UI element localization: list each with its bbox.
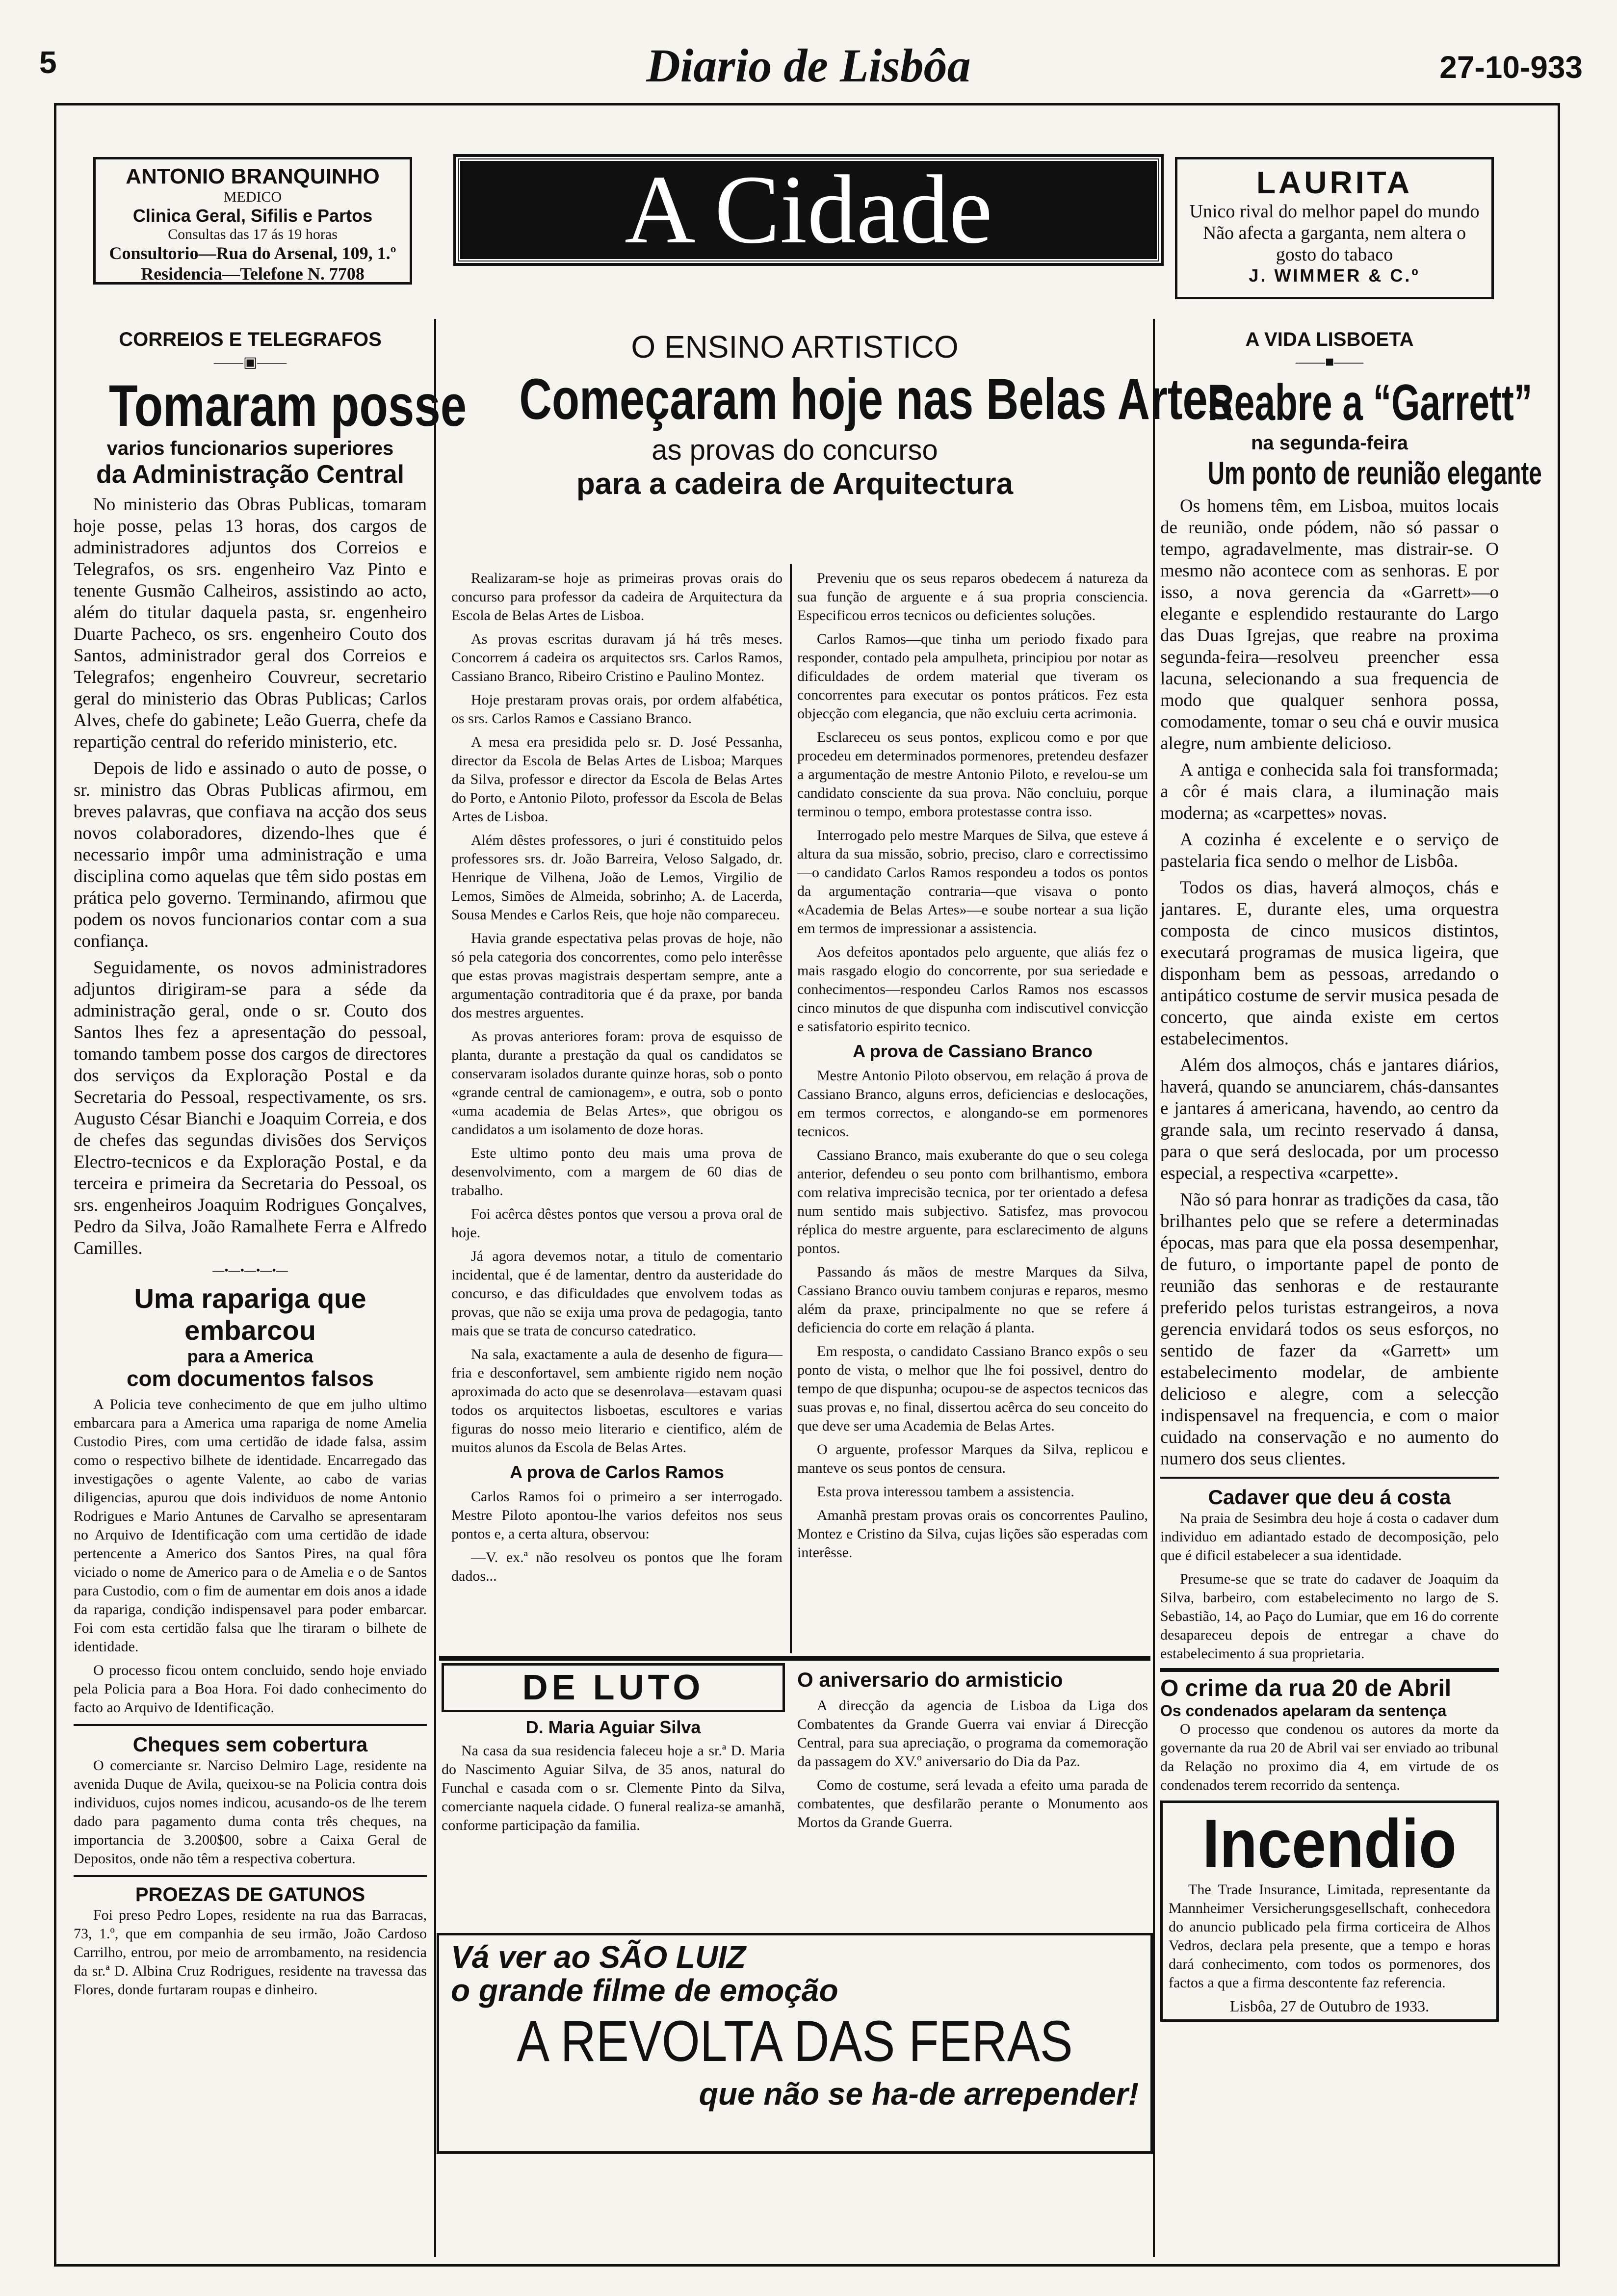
doctor-ad — [93, 157, 412, 285]
paragraph: The Trade Insurance, Limitada, representante da Mannheimer Versicherungsgesellschaft, conhecedora do anuncio publicado pela firma corticeira de Alhos Vedros, declara pela presente, que a tempo e horas dará conhecimento, com todos os pormenores, dos factos a que a firma descontente faz referencia. — [1169, 1881, 1490, 1991]
headline: Cadaver que deu á costa — [1208, 1486, 1451, 1509]
kicker: A VIDA LISBOETA — [1245, 329, 1414, 350]
subheadline: da Administração Central — [96, 460, 404, 489]
paragraph: Na praia de Sesimbra deu hoje á costa o cadaver dum individuo em adiantado estado de decomposição, pelo que é dificil estabelecer a sua identidade. — [1160, 1510, 1499, 1564]
obituary — [442, 1663, 785, 1879]
paragraph: Havia grande espectativa pelas provas de hoje, não só pela categoria dos concorrentes, como pelo interêsse que estas provas magistrais despertam sempre, ante a argumentação contraditoria que é da praxe, por banda dos mestres arguentes. — [451, 930, 782, 1021]
paragraph: O comerciante sr. Narciso Delmiro Lage, residente na avenida Duque de Avila, queixou-se na Policia contra dois individuos, cujos nomes indicou, acusando-os de lhe terem dado para pagamento duma conta três cheques, na importancia de 3.200$00, sobre a Caixa Geral de Depositos, onde não têm a respectiva cobertura. — [74, 1757, 427, 1867]
headline: Tomaram posse — [109, 373, 467, 439]
paragraph: Amanhã prestam provas orais os concorrentes Paulino, Montez e Cristino da Silva, cujas lições são esperadas com interêsse. — [797, 1507, 1148, 1561]
paragraph: As provas anteriores foram: prova de esquisso de planta, durante a prestação da qual os candidatos se conservaram isolados durante quinze horas, sob o ponto «grande central de camionagem», e outra, sob o ponto «uma academia de Belas Artes», que obrigou os candidatos a um isolamento de doze horas. — [451, 1028, 782, 1138]
column-right — [1160, 329, 1542, 2257]
paragraph: A cozinha é excelente e o serviço de pastelaria fica sendo o melhor de Lisbôa. — [1160, 830, 1499, 871]
paragraph: Mestre Antonio Piloto observou, em relação á prova de Cassiano Branco, alguns erros, deficiencias e deslocações, em termos correctos, e alongando-se em pormenores tecnicos. — [797, 1068, 1148, 1140]
subheadline: D. Maria Aguiar Silva — [525, 1717, 701, 1737]
center-column-left — [451, 569, 782, 1648]
divider — [74, 1724, 427, 1726]
paragraph: Cassiano Branco, mais exuberante do que o seu colega anterior, defendeu o seu ponto com brilhantismo, embora com relativa imprecisão tecnica, por ter orientado a defesa num sentido mais subjectivo. Satisfez, mas provocou réplica do mestre arguente, para esclarecimento de alguns pontos. — [797, 1147, 1148, 1256]
paragraph: Os homens têm, em Lisboa, muitos locais de reunião, onde pódem, não só passar o tempo, agradavelmente, mas distrair-se. O mesmo não acontece com as senhoras. E por isso, a nova gerencia da «Garrett»—o elegante e esplendido restaurante do Largo das Duas Igrejas, que reabre na proxima segunda-feira—resolveu preencher essa lacuna, selecionando a sua frequencia de modo que qualquer senhora possa, comodamente, tomar o seu chá e ouvir musica alegre, num ambiente delicioso. — [1160, 496, 1499, 754]
paragraph: Seguidamente, os novos administradores adjuntos dirigiram-se para a séde da administração geral, onde o sr. Couto dos Santos lhes fez a apresentação do pessoal, tomando tambem posse dos cargos de directores dos serviços da Exploração Postal e da Secretaria do Pessoal, respectivamente, os srs. Augusto César Bianchi e Joaquim Correia, e dos de chefes das segundas divisões dos Serviços Electro-tecnicos e da Exploração Postal, e da terceira e primeira da Secretaria do Pessoal, os srs. engenheiros Joaquim Rodrigues Gonçalves, Pedro da Silva, João Ramalhete Ferra e Alfredo Camilles. — [74, 958, 427, 1258]
subheadline: A prova de Carlos Ramos — [510, 1462, 724, 1482]
paragraph: Foi acêrca dêstes pontos que versou a prova oral de hoje. — [451, 1206, 782, 1241]
subheadline: varios funcionarios superiores — [106, 438, 394, 459]
paragraph: Carlos Ramos—que tinha um periodo fixado para responder, contado pela ampulheta, principiou por notar as dificuldades de ordem material que tiveram os concorrentes para executar os pontos práticos. Fez esta objecção com elegancia, que não excluiu certa acrimonia. — [797, 631, 1148, 722]
subheadline: A prova de Cassiano Branco — [853, 1041, 1093, 1061]
paragraph: Esclareceu os seus pontos, explicou como e por que procedeu em determinados pormenores, pretendeu desfazer a argumentação de mestre Antonio Piloto, e revelou-se um candidato consciente da sua prova. Não concluiu, porque terminou o tempo, embora protestasse contra isso. — [797, 729, 1148, 820]
headline: DE LUTO — [442, 1663, 785, 1712]
doctor-specialty: Clinica Geral, Sifilis e Partos — [132, 206, 373, 226]
paragraph: Além dos almoços, chás e jantares diários, haverá, quando se anunciarem, chás-dansantes e jantares á americana, havendo, ao centro da grande sala, um recinto reservado á dansa, para o que será deslocada, por um processo especial, a respectiva «carpette». — [1160, 1055, 1499, 1183]
page-number: 5 — [39, 45, 57, 80]
paragraph: Realizaram-se hoje as primeiras provas orais do concurso para professor da cadeira de Arquitectura da Escola de Belas Artes de Lisboa. — [451, 570, 782, 624]
incendio-notice — [1160, 1800, 1499, 2022]
subheadline: para a America — [187, 1346, 313, 1366]
paragraph: O processo ficou ontem concluido, sendo hoje enviado pela Policia para a Boa Hora. Foi dado conhecimento do facto ao Arquivo de Identificação. — [74, 1662, 427, 1716]
paragraph: Esta prova interessou tambem a assistencia. — [817, 1484, 1074, 1500]
cinema-ad — [437, 1933, 1153, 2154]
kicker: O ENSINO ARTISTICO — [631, 329, 959, 365]
paragraph: Presume-se que se trate do cadaver de Joaquim da Silva, barbeiro, com estabelecimento no largo de S. Sebastião, 14, ao Paço do Lumiar, que em 16 do corrente desapareceu depois de entregar a chave do estabelecimento á sua proprietaria. — [1160, 1571, 1499, 1662]
column-divider — [434, 319, 436, 2257]
divider — [1160, 1668, 1499, 1672]
doctor-hours: Consultas das 17 ás 19 horas — [168, 226, 338, 242]
paragraph: Além dêstes professores, o juri é constituido pelos professores srs. dr. João Barreira, Veloso Salgado, dr. Henrique de Vilhena, João de Lemos, Virgilio de Lemos, Simões de Almeida, sobrinho; A. de Lacerda, Sousa Mendes e Carlos Reis, que hoje não compareceu. — [451, 832, 782, 923]
armistice-story — [797, 1668, 1148, 1884]
paragraph: A Policia teve conhecimento de que em julho ultimo embarcara para a America uma rapariga de nome Amelia Custodio Pires, com uma certidão de idade falsa, assim como o respectivo bilhete de identidade. Encarregado das investigações o agente Valente, ao cabo de varias diligencias, apurou que dois individuos de nome Antonio Rodrigues e Mario Antunes de Carvalho se apresentaram no Arquivo de Identificação com uma certidão de idade pertencente a Americo dos Santos Pires, na qual fôra viciado o nome de Americo para o de Amelia e o de Santos para Custodio, com o fim de aumentar em dois anos a idade da rapariga, condição indispensavel para poder embarcar. Foi com esta certidão falsa que lhe tiraram o bilhete de identidade. — [74, 1396, 427, 1655]
subheadline: as provas do concurso — [652, 434, 938, 466]
headline: Uma rapariga que embarcou — [134, 1283, 366, 1346]
paragraph: —V. ex.ª não resolveu os pontos que lhe foram dados... — [451, 1549, 782, 1584]
column-divider — [1153, 319, 1155, 2257]
headline: Cheques sem cobertura — [132, 1733, 368, 1756]
column-left — [74, 329, 467, 2257]
newspaper-title: Diario de Lisbôa — [646, 39, 971, 92]
paragraph: Interrogado pelo mestre Marques de Silva, que esteve á altura da sua missão, sobrio, preciso, claro e correctissimo—o candidato Carlos Ramos respondeu a todos os pontos da argumentação contraria—que visava o ponto «Academia de Belas Artes»—e soube nortear a sua lição em termos de impressionar a assistencia. — [797, 827, 1148, 937]
subheadline: Um ponto de reunião elegante — [1207, 455, 1542, 491]
paragraph: Na sala, exactamente a aula de desenho de figura—fria e desconfortavel, sem ambiente rigido nem noção aproximada do acto que se desenrolava—estavam quasi todos os arquitectos lisboetas, escultores e varias figuras do nosso meio literario e cientifico, além de muitos alunos da Escola de Belas Artes. — [451, 1346, 782, 1456]
paragraph: Em resposta, o candidato Cassiano Branco expôs o seu ponto de vista, o melhor que lhe foi possivel, dentro do tempo de que dispunha; ocupou-se de aspectos tecnicos das suas provas e, no final, dissertou acêrca do seu conceito do que deve ser uma Academia de Belas Artes. — [797, 1343, 1148, 1434]
section-banner: A Cidade — [456, 157, 1161, 263]
ornament: ——▣—— — [213, 354, 287, 370]
headline: Incendio — [1202, 1805, 1457, 1882]
paragraph: Como de costume, será levada a efeito uma parada de combatentes, que desfilarão perante o Monumento aos Mortos da Grande Guerra. — [797, 1777, 1148, 1830]
cinema-line1: Vá ver ao SÃO LUIZ — [451, 1939, 746, 1975]
paragraph: Aos defeitos apontados pelo arguente, que aliás fez o mais rasgado elogio do concorrente, por sua seriedade e conhecimentos—respondeu Carlos Ramos nos escassos cinco minutos de que dispunha com indiscutivel convicção e satisfatorio espirito tecnico. — [797, 944, 1148, 1035]
paragraph: No ministerio das Obras Publicas, tomaram hoje posse, pelas 13 horas, dos cargos de administradores adjuntos dos Correios e Telegrafos, os srs. engenheiro Vaz Pinto e tenente Gusmão Calheiros, assistindo ao acto, além do titular daquela pasta, sr. engenheiro Duarte Pacheco, os srs. engenheiro Couto dos Santos, administrador geral dos Correios e Telegrafos; engenheiro Couvreur, secretario geral do ministerio das Obras Publicas; Carlos Alves, chefe do gabinete; Leão Guerra, chefe da repartição central do referido ministerio, etc. — [74, 495, 427, 752]
column-divider — [790, 564, 792, 1653]
laurita-brand: LAURITA — [1256, 165, 1413, 200]
subheadline: na segunda-feira — [1251, 432, 1408, 454]
laurita-line1: Unico rival do melhor papel do mundo — [1189, 201, 1480, 222]
divider — [1160, 1477, 1499, 1479]
subheadline: para a cadeira de Arquitectura — [576, 467, 1014, 501]
subheadline: Os condenados apelaram da sentença — [1160, 1702, 1447, 1720]
laurita-line2: Não afecta a garganta, nem altera o gosto do tabaco — [1202, 223, 1466, 265]
kicker: CORREIOS E TELEGRAFOS — [119, 329, 382, 350]
divider: —•—•—•—•— — [212, 1264, 288, 1277]
paragraph: A direcção da agencia de Lisboa da Liga dos Combatentes da Grande Guerra vai enviar á Direcção Central, para sua apreciação, o programa da comemoração da passagem do XV.º aniversario do Dia da Paz. — [797, 1697, 1148, 1770]
divider — [74, 1875, 427, 1877]
paragraph: Passando ás mãos de mestre Marques da Silva, Cassiano Branco ouviu tambem conjuras e reparos, mesmo além da praxe, principalmente no que se refere á deficiencia do corte em relação á planta. — [797, 1264, 1148, 1336]
issue-date: 27-10-933 — [1439, 50, 1583, 85]
headline: O crime da rua 20 de Abril — [1160, 1675, 1452, 1701]
subheadline: com documentos falsos — [127, 1367, 374, 1391]
laurita-company: J. WIMMER & C.º — [1249, 265, 1420, 286]
doctor-residence: Residencia—Telefone N. 7708 — [141, 264, 365, 284]
center-headline-block — [442, 329, 1233, 564]
paragraph: Carlos Ramos foi o primeiro a ser interrogado. Mestre Piloto apontou-lhe varios defeitos nos seus pontos e, a certa altura, observou: — [451, 1488, 782, 1542]
paragraph: Este ultimo ponto deu mais uma prova de desenvolvimento, com a margem de 60 dias de trabalho. — [451, 1145, 782, 1199]
paragraph: Foi preso Pedro Lopes, residente na rua das Barracas, 73, 1.º, que em companhia de seu irmão, João Cardoso Carrilho, entrou, por meio de arrombamento, na residencia da sr.ª D. Albina Cruz Rodrigues, residente na travessa das Flores, donde furtaram roupas e dinheiro. — [74, 1907, 427, 1998]
paragraph: Depois de lido e assinado o auto de posse, o sr. ministro das Obras Publicas afirmou, em breves palavras, que confiava na acção dos seus novos colaboradores, dizendo-lhes que é necessario impôr uma administração e uma disciplina como aquelas que têm sido postas em prática pelo governo. Terminando, afirmou que podem os novos funcionarios contar com a sua confiança. — [74, 758, 427, 951]
paragraph: Preveniu que os seus reparos obedecem á natureza da sua função de arguente e á sua propria consciencia. Especificou erros tecnicos ou deficientes soluções. — [797, 570, 1148, 624]
film-title: A REVOLTA DAS FERAS — [517, 2009, 1073, 2074]
paragraph: O processo que condenou os autores da morte da governante da rua 20 de Abril vai ser enviado ao tribunal da Relação no proximo dia 4, em virtude de os condenados terem recorrido da sentença. — [1160, 1721, 1499, 1793]
laurita-ad — [1175, 157, 1494, 299]
paragraph: Todos os dias, haverá almoços, chás e jantares. E, durante eles, uma orquestra composta de cinco musicos distintos, executará programas de musica ligeira, que disponham bem as pessoas, arredando o antipático costume de servir musica pesada de concerto, que ainda existe em certos estabelecimentos. — [1160, 878, 1499, 1049]
paragraph: A mesa era presidida pelo sr. D. José Pessanha, director da Escola de Belas Artes de Lisboa; Marques da Silva, professor e director da Escola de Belas Artes do Porto, e Antonio Piloto, professor da Escola de Belas Artes de Lisboa. — [451, 734, 782, 825]
ornament: ——■—— — [1295, 354, 1364, 370]
paragraph: As provas escritas duravam já há três meses. Concorrem á cadeira os arquitectos srs. Carlos Ramos, Cassiano Branco, Ribeiro Cristino e Paulino Montez. — [451, 631, 782, 684]
headline: Reabre a “Garrett” — [1207, 374, 1533, 431]
section-rule — [439, 1656, 1150, 1661]
cinema-line3: que não se ha-de arrepender! — [699, 2076, 1139, 2112]
headline: PROEZAS DE GATUNOS — [135, 1884, 365, 1905]
doctor-role: MEDICO — [223, 189, 282, 205]
paragraph: Já agora devemos notar, a titulo de comentario incidental, que é de lamentar, dentro da austeridade do concurso, e das dificuldades que envolvem todas as provas, que não se exija uma prova de pedagogia, tanto mais que se trata de concurso catedratico. — [451, 1248, 782, 1339]
paragraph: A antiga e conhecida sala foi transformada; a côr é mais clara, a iluminação mais moderna; as «carpettes» novas. — [1160, 760, 1499, 823]
doctor-office: Consultorio—Rua do Arsenal, 109, 1.º — [109, 243, 396, 263]
cinema-line2: o grande filme de emoção — [451, 1973, 838, 2008]
paragraph: Na casa da sua residencia faleceu hoje a sr.ª D. Maria do Nascimento Aguiar Silva, de 35 anos, natural do Funchal e casada com o sr. Clemente Pinto da Silva, comerciante naquela cidade. O funeral realiza-se amanhã, conforme participação da familia. — [442, 1743, 785, 1833]
doctor-name: ANTONIO BRANQUINHO — [126, 164, 380, 188]
signature-date: Lisbôa, 27 de Outubro de 1933. — [1229, 1997, 1430, 2015]
paragraph: Não só para honrar as tradições da casa, tão brilhantes pelo que se refere a determinadas épocas, mas para que ela possa desempenhar, de futuro, o importante papel de ponto de reunião das senhoras e de restaurante preferido pelos turistas estrangeiros, a nova gerencia envidará todos os seus esforços, no sentido de fazer da «Garrett» um estabelecimento modelar, de ambiente delicioso e alegre, com a selecção indispensavel na frequencia, e com o maior cuidado na conservação e no aumento do numero dos seus clientes. — [1160, 1190, 1499, 1469]
center-column-right — [797, 569, 1148, 1648]
headline: Começaram hoje nas Belas Artes — [519, 367, 1233, 432]
paragraph: O arguente, professor Marques da Silva, replicou e manteve os seus pontos de censura. — [797, 1441, 1148, 1476]
headline: O aniversario do armisticio — [797, 1668, 1063, 1691]
paragraph: Hoje prestaram provas orais, por ordem alfabética, os srs. Carlos Ramos e Cassiano Branco. — [451, 692, 782, 727]
